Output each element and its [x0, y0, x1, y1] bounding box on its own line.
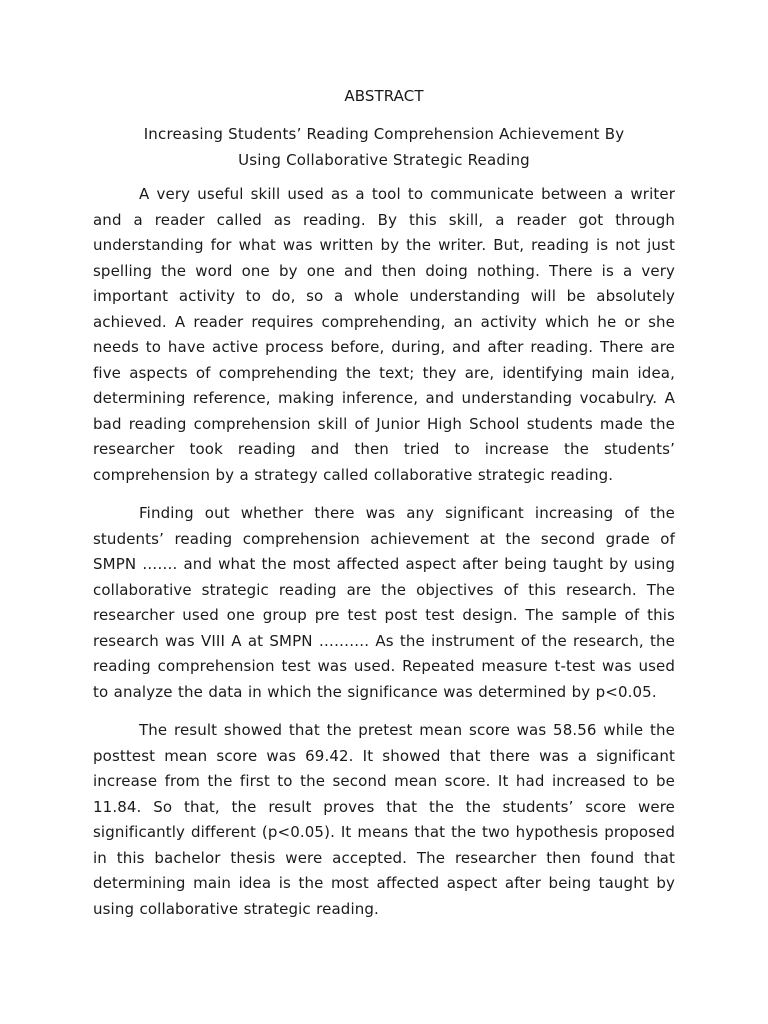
thesis-title-line-1: Increasing Students’ Reading Comprehension Achievement By — [143, 125, 625, 143]
abstract-paragraph-3: The result showed that the pretest mean score was 58.56 while the posttest mean score was 69.42. It showed that there was a significant increase from the first to the second mean score. It had increased to be 11.84. So that, the result proves that the the students’ score were significantly different (p<0.05). It means that the two hypothesis proposed in this bachelor thesis were accepted. The researcher then found that determining main idea is the most affected aspect after being taught by using collaborative strategic reading. — [93, 721, 675, 918]
abstract-paragraph-1: A very useful skill used as a tool to communicate between a writer and a reader called as reading. By this skill, a reader got through understanding for what was written by the writer. But, reading is not just spelling the word one by one and then doing nothing. There is a very important activity to do, so a whole understanding will be absolutely achieved. A reader requires comprehending, an activity which he or she needs to have active process before, during, and after reading. There are five aspects of comprehending the text; they are, identifying main idea, determining reference, making inference, and understanding vocabulry. A bad reading comprehension skill of Junior High School students made the researcher took reading and then tried to increase the students’ comprehension by a strategy called collaborative strategic reading. — [93, 185, 675, 484]
abstract-paragraph-2: Finding out whether there was any significant increasing of the students’ reading comprehension achievement at the second grade of SMPN ……. and what the most affected aspect after being taught by using collaborative strategic reading are the objectives of this research. The researcher used one group pre test post test design. The sample of this research was VIII A at SMPN ………. As the instrument of the research, the reading comprehension test was used. Repeated measure t-test was used to analyze the data in which the significance was determined by p<0.05. — [93, 504, 675, 701]
thesis-title — [93, 121, 675, 173]
thesis-title-line-2: Using Collaborative Strategic Reading — [238, 151, 530, 169]
abstract-heading: ABSTRACT — [344, 87, 424, 105]
